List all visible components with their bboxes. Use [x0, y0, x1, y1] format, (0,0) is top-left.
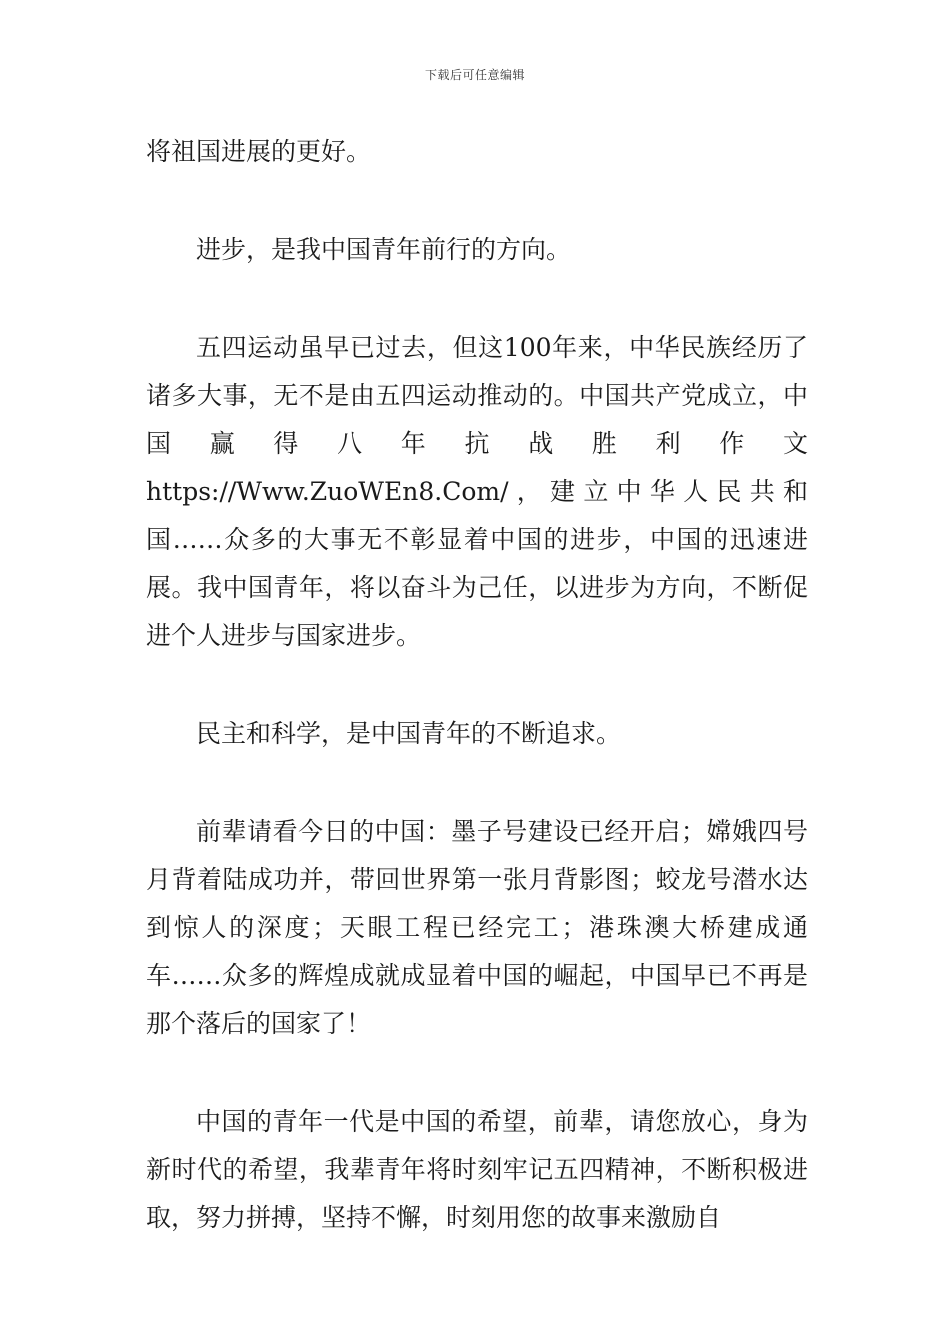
paragraph: 进步，是我中国青年前行的方向。 [196, 235, 572, 264]
document-body [146, 128, 808, 1242]
paragraph-gap [146, 660, 808, 710]
paragraph: 民主和科学，是中国青年的不断追求。 [196, 719, 622, 748]
paragraph-continuation: 将祖国进展的更好。 [146, 137, 372, 166]
paragraph-gap [146, 758, 808, 808]
paragraph: 前辈请看今日的中国：墨子号建设已经开启；嫦娥四号月背着陆成功并，带回世界第一张月背影图；蛟龙号潜水达到惊人的深度；天眼工程已经完工；港珠澳大桥建成通车……众多的辉煌成就成显着中国的崛起，中国早已不再是那个落后的国家了！ [146, 817, 808, 1038]
page-header-note: 下载后可任意编辑 [424, 68, 525, 82]
paragraph-gap [146, 176, 808, 226]
paragraph: 五四运动虽早已过去，但这100年来，中华民族经历了诸多大事，无不是由五四运动推动的。中国共产党成立，中国赢得八年抗战胜利作文https://Www.ZuoWEn8.Com/，建立中华人民共和国……众多的大事无不彰显着中国的进步，中国的迅速进展。我中国青年，将以奋斗为己任，以进步为方向，不断促进个人进步与国家进步。 [146, 333, 808, 650]
paragraph: 中国的青年一代是中国的希望，前辈，请您放心，身为新时代的希望，我辈青年将时刻牢记五四精神，不断积极进取，努力拼搏，坚持不懈，时刻用您的故事来激励自 [146, 1107, 808, 1232]
paragraph-gap [146, 274, 808, 324]
paragraph-gap [146, 1048, 808, 1098]
